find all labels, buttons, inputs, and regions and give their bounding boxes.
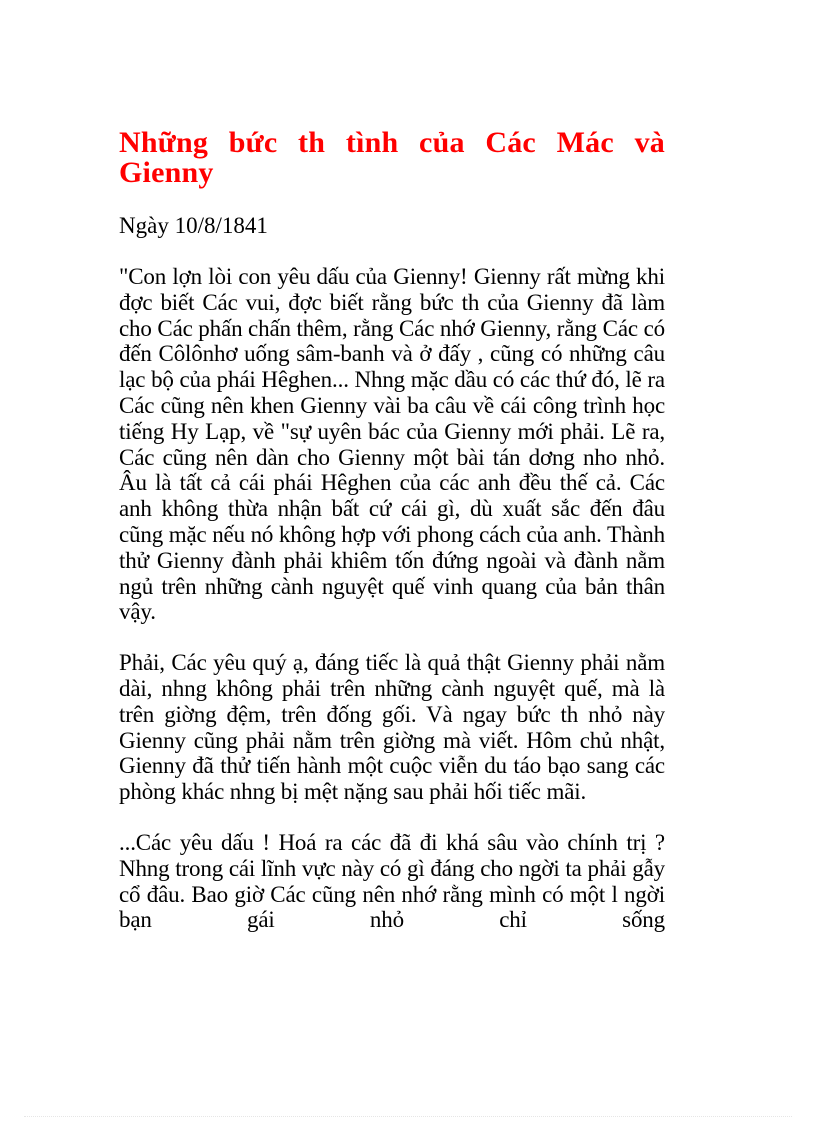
paragraph-2: Phải, Các yêu quý ạ, đáng tiếc là quả thật Gienny phải nằm dài, nhng không phải trên những cành nguyệt quế, mà là trên giờng đệm, trên đống gối. Và ngay bức th nhỏ này Gienny cũng phải nằm trên giờng mà viết. Hôm chủ nhật, Gienny đã thử tiến hành một cuộc viễn du táo bạo sang các phòng khác nhng bị mệt nặng sau phải hối tiếc mãi. bbox=[119, 650, 665, 805]
page-bottom-divider bbox=[24, 1116, 792, 1117]
paragraph-1: "Con lợn lòi con yêu dấu của Gienny! Gienny rất mừng khi đợc biết Các vui, đợc biết rằng bức th của Gienny đã làm cho Các phấn chấn thêm, rằng Các nhớ Gienny, rằng Các có đến Côlônhơ uống sâm-banh và ở đấy , cũng có những câu lạc bộ của phái Hêghen... Nhng mặc dầu có các thứ đó, lẽ ra Các cũng nên khen Gienny vài ba câu về cái công trình học tiếng Hy Lạp, về "sự uyên bác của Gienny mới phải. Lẽ ra, Các cũng nên dàn cho Gienny một bài tán dơng nho nhỏ. Âu là tất cả cái phái Hêghen của các anh đều thế cả. Các anh không thừa nhận bất cứ cái gì, dù xuất sắc đến đâu cũng mặc nếu nó không hợp với phong cách của anh. Thành thử Gienny đành phải khiêm tốn đứng ngoài và đành nằm ngủ trên những cành nguyệt quế vinh quang của bản thân vậy. bbox=[119, 264, 665, 625]
document-body bbox=[119, 128, 665, 933]
document-title: Những bức th tình của Các Mác và Gienny bbox=[119, 126, 665, 189]
paragraph-3: ...Các yêu dấu ! Hoá ra các đã đi khá sâu vào chính trị ? Nhng trong cái lĩnh vực này có gì đáng cho ngời ta phải gẫy cổ đâu. Bao giờ Các cũng nên nhớ rằng mình có một l ngời bạn gái nhỏ chỉ sống bbox=[119, 829, 665, 933]
letter-date: Ngày 10/8/1841 bbox=[119, 213, 268, 238]
